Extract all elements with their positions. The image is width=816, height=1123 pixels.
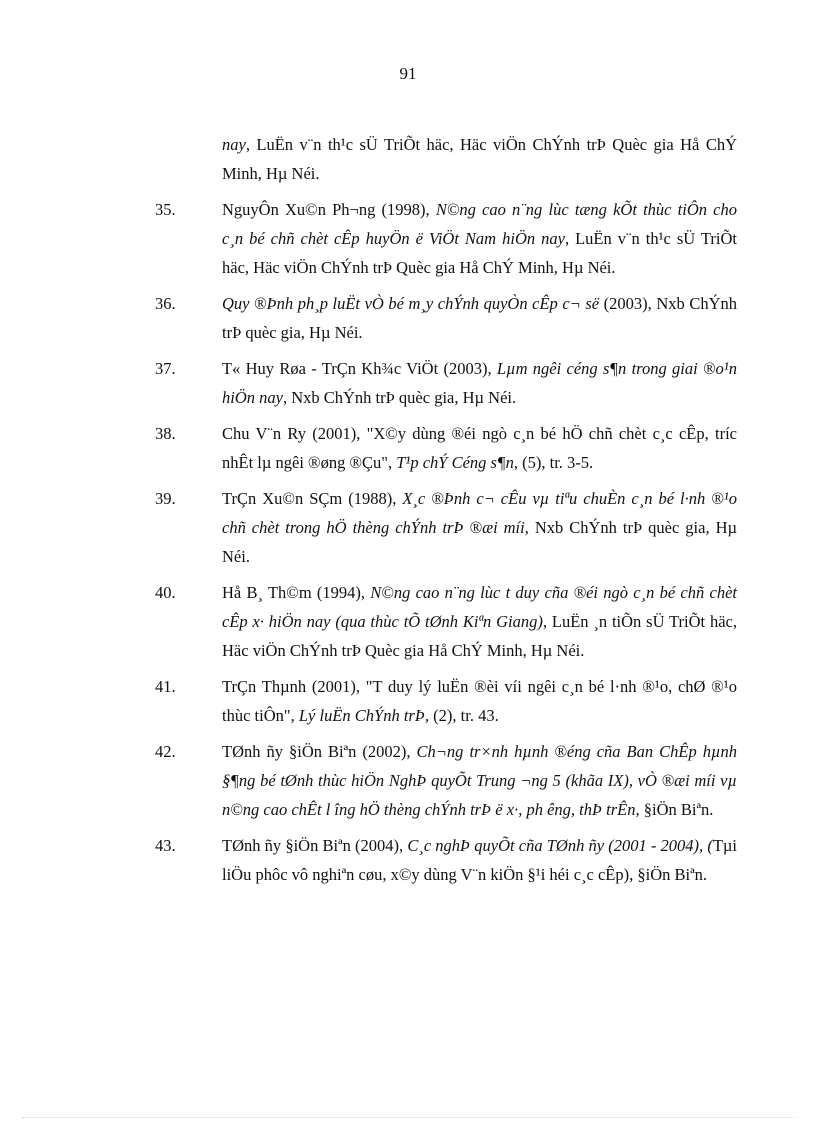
page-bottom-divider — [22, 1117, 794, 1118]
reference-item — [155, 289, 737, 347]
reference-details: , §iÖn Biªn. — [635, 800, 714, 819]
reference-title: C¸c nghÞ quyÕt cña TØnh ñy (2001 - 2004), ( — [407, 836, 713, 855]
reference-details: (2003), Nxb ChÝnh trÞ quèc gia, Hµ Néi. — [222, 294, 737, 342]
reference-item — [155, 578, 737, 665]
reference-number: 41. — [155, 677, 176, 696]
reference-details: , Nxb ChÝnh trÞ quèc gia, Hµ Néi. — [222, 518, 737, 566]
reference-number: 37. — [155, 359, 176, 378]
reference-item — [155, 831, 737, 889]
reference-item — [155, 737, 737, 824]
reference-authors: Chu V¨n Ry (2001), "X©y dùng ®éi ngò c¸n bé hÖ chñ chèt c¸c cÊp, tríc nhÊt lµ ngêi ®øng ®Çu", — [222, 424, 737, 472]
reference-title: nay — [222, 135, 246, 154]
reference-number: 43. — [155, 836, 176, 855]
reference-number: 35. — [155, 200, 176, 219]
reference-item — [155, 354, 737, 412]
reference-title: Quy ®Þnh ph¸p luËt vÒ bé m¸y chÝnh quyÒn cÊp c¬ së — [222, 294, 600, 313]
reference-title: N©ng cao n¨ng lùc tæng kÕt thùc tiÔn cho c¸n bé chñ chèt cÊp huyÖn ë ViÖt Nam hiÖn nay — [222, 200, 737, 248]
reference-number: 40. — [155, 583, 176, 602]
reference-details: , Nxb ChÝnh trÞ quèc gia, Hµ Néi. — [282, 388, 517, 407]
reference-title: X¸c ®Þnh c¬ cÊu vµ tiªu chuÈn c¸n bé l·nh ®¹o chñ chèt trong hÖ thèng chÝnh trÞ ®æi míi — [222, 489, 737, 537]
reference-number: 38. — [155, 424, 176, 443]
reference-title: T¹p chÝ Céng s¶n — [396, 453, 514, 472]
reference-details: , (2), tr. 43. — [424, 706, 499, 725]
reference-authors: Hå B¸ Th©m (1994), — [222, 583, 371, 602]
reference-authors: TØnh ñy §iÖn Biªn (2002), — [222, 742, 417, 761]
reference-details: , LuËn v¨n th¹c sÜ TriÕt häc, Häc viÖn ChÝnh trÞ Quèc gia Hå ChÝ Minh, Hµ Néi. — [222, 135, 737, 183]
reference-title: N©ng cao n¨ng lùc t duy cña ®éi ngò c¸n bé chñ chèt cÊp x· hiÖn nay (qua thùc tÕ tØnh Kiªn Giang) — [222, 583, 737, 631]
reference-authors: TrÇn Xu©n SÇm (1988), — [222, 489, 403, 508]
reference-continuation — [155, 130, 737, 188]
reference-details: , LuËn v¨n th¹c sÜ TriÕt häc, Häc viÖn ChÝnh trÞ Quèc gia Hå ChÝ Minh, Hµ Néi. — [222, 229, 737, 277]
reference-details: , LuËn ¸n tiÕn sÜ TriÕt häc, Häc viÖn ChÝnh trÞ Quèc gia Hå ChÝ Minh, Hµ Néi. — [222, 612, 738, 660]
reference-authors: TØnh ñy §iÖn Biªn (2004), — [222, 836, 408, 855]
reference-item — [155, 484, 737, 571]
reference-number: 39. — [155, 489, 176, 508]
reference-authors: NguyÔn Xu©n Ph¬ng (1998), — [222, 200, 436, 219]
reference-title: Ch¬ng tr×nh hµnh ®éng cña Ban ChÊp hµnh §¶ng bé tØnh thùc hiÖn NghÞ quyÕt Trung ¬ng 5 (khãa IX), vÒ ®æi míi vµ n©ng cao chÊt l îng hÖ thèng chÝnh trÞ ë x·, ph êng, thÞ trÊn — [222, 742, 737, 819]
reference-details: Tµi liÖu phôc vô nghiªn cøu, x©y dùng V¨n kiÖn §¹i héi c¸c cÊp), §iÖn Biªn. — [222, 836, 737, 884]
reference-item — [155, 672, 737, 730]
reference-title: Lµm ngêi céng s¶n trong giai ®o¹n hiÖn nay — [222, 359, 737, 407]
reference-number: 42. — [155, 742, 176, 761]
reference-details: , (5), tr. 3-5. — [513, 453, 594, 472]
reference-number: 36. — [155, 294, 176, 313]
reference-authors: T« Huy Røa - TrÇn Kh¾c ViÖt (2003), — [222, 359, 497, 378]
page-number: 91 — [399, 64, 417, 83]
reference-item — [155, 195, 737, 282]
reference-authors: TrÇn Thµnh (2001), "T duy lý luËn ®èi víi ngêi c¸n bé l·nh ®¹o, chØ ®¹o thùc tiÔn", — [222, 677, 737, 725]
reference-list — [155, 130, 737, 896]
reference-title: Lý luËn ChÝnh trÞ — [298, 706, 425, 725]
reference-item — [155, 419, 737, 477]
